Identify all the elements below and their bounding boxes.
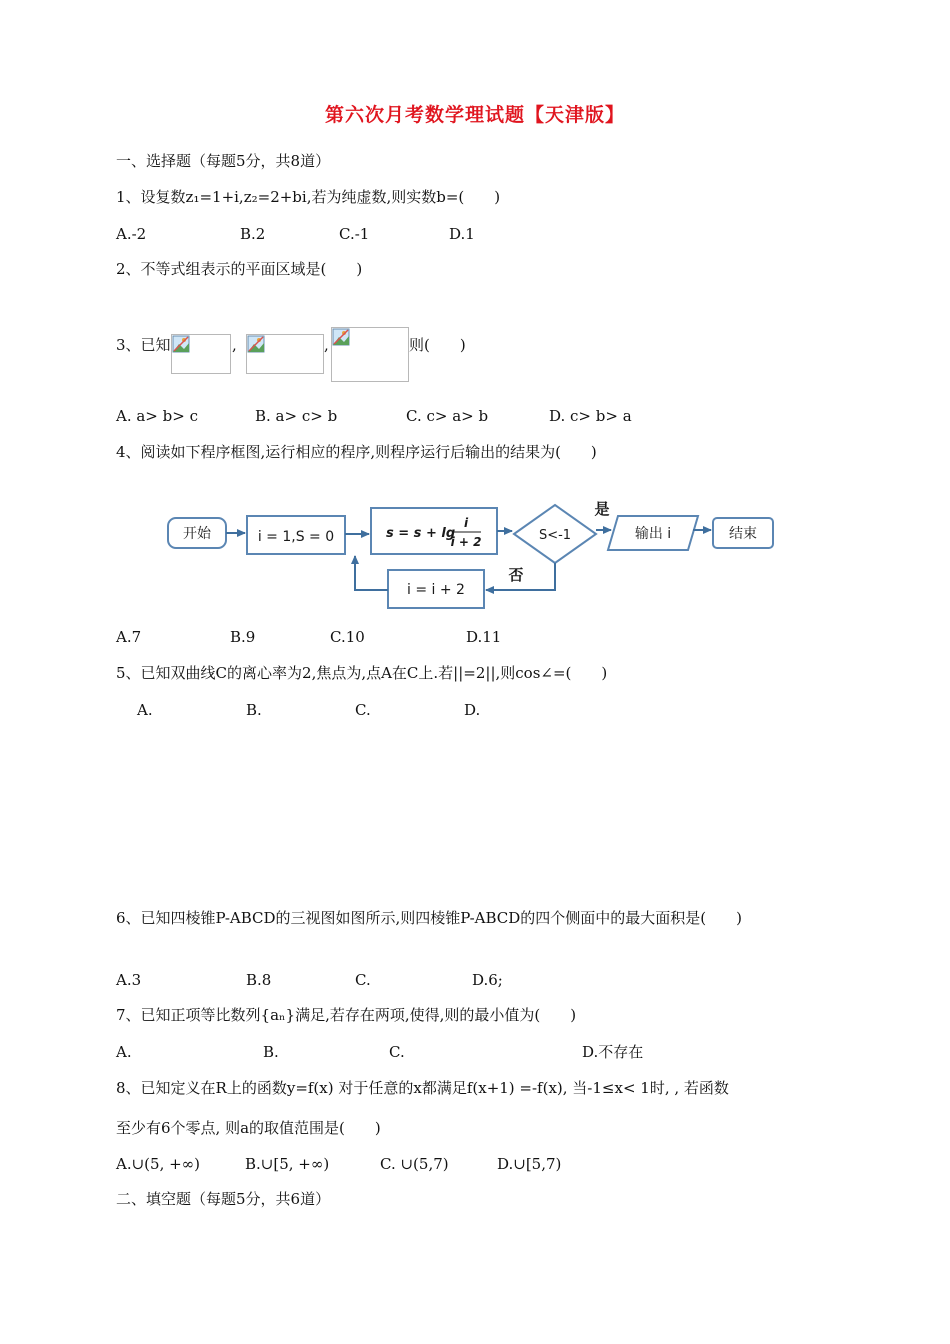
question-3-separator-2: , — [324, 336, 329, 354]
question-8-option-d: D.∪[5,7) — [497, 1155, 562, 1173]
question-7-option-d: D.不存在 — [582, 1043, 644, 1061]
question-3-separator-1: , — [232, 336, 237, 354]
question-8-option-c: C. ∪(5,7) — [380, 1155, 449, 1173]
question-3-prefix: 3、已知 — [116, 336, 171, 354]
question-3-option-a: A. a> b> c — [116, 407, 198, 425]
question-4-stem: 4、阅读如下程序框图,运行相应的程序,则程序运行后输出的结果为( ) — [116, 443, 597, 461]
broken-image-placeholder — [331, 327, 409, 382]
question-4-option-c: C.10 — [330, 628, 365, 646]
question-5-option-d: D. — [464, 701, 481, 719]
flow-init-label: i = 1,S = 0 — [257, 529, 335, 545]
flow-start-label: 开始 — [183, 526, 211, 542]
flow-fraction-denominator: i + 2 — [450, 535, 482, 549]
flow-condition-label: S<-1 — [538, 528, 572, 543]
question-6-option-a: A.3 — [116, 971, 142, 989]
question-1-option-d: D.1 — [449, 225, 475, 243]
broken-image-icon — [172, 335, 190, 353]
question-6-option-c: C. — [355, 971, 371, 989]
question-1-option-b: B.2 — [240, 225, 266, 243]
question-4-option-d: D.11 — [466, 628, 502, 646]
question-5-option-b: B. — [246, 701, 262, 719]
flow-assign-label: s = s + lg — [386, 526, 456, 541]
flow-fraction-numerator: i — [463, 516, 469, 530]
question-7-option-a: A. — [116, 1043, 132, 1061]
question-3-option-d: D. c> b> a — [549, 407, 632, 425]
flow-end-label: 结束 — [729, 526, 757, 542]
question-8-option-a: A.∪(5, +∞) — [116, 1155, 201, 1173]
flow-increment-label: i = i + 2 — [407, 582, 465, 598]
question-3-option-c: C. c> a> b — [406, 407, 489, 425]
broken-image-placeholder — [171, 334, 231, 374]
question-6-option-d: D.6; — [472, 971, 503, 989]
broken-image-placeholder — [246, 334, 324, 374]
question-3-suffix: 则( ) — [409, 336, 466, 354]
section-heading-fill-in: 二、填空题（每题5分，共6道） — [116, 1190, 331, 1208]
question-7-option-b: B. — [263, 1043, 279, 1061]
section-heading-choice: 一、选择题（每题5分，共8道） — [116, 152, 331, 170]
question-5-option-a: A. — [137, 701, 153, 719]
question-1-option-a: A.-2 — [116, 225, 147, 243]
broken-image-icon — [332, 328, 350, 346]
question-1-stem: 1、设复数z₁=1+i,z₂=2+bi,若为纯虚数,则实数b=( ) — [116, 188, 501, 206]
question-6-stem: 6、已知四棱锥P-ABCD的三视图如图所示,则四棱锥P-ABCD的四个侧面中的最大面积是( ) — [116, 909, 742, 927]
question-5-option-c: C. — [355, 701, 371, 719]
question-8-stem-line-2: 至少有6个零点, 则a的取值范围是( ) — [116, 1119, 381, 1137]
question-3-option-b: B. a> c> b — [255, 407, 338, 425]
question-1-option-c: C.-1 — [339, 225, 370, 243]
question-5-stem: 5、已知双曲线C的离心率为2,焦点为,点A在C上.若||=2||,则cos∠=( ) — [116, 664, 608, 682]
page-title: 第六次月考数学理试题【天津版】 — [324, 104, 625, 126]
flow-no-label: 否 — [508, 566, 524, 584]
question-4-option-a: A.7 — [116, 628, 142, 646]
broken-image-icon — [247, 335, 265, 353]
question-2-stem: 2、不等式组表示的平面区域是( ) — [116, 260, 363, 278]
flow-yes-label: 是 — [594, 500, 610, 518]
question-7-stem: 7、已知正项等比数列{aₙ}满足,若存在两项,使得,则的最小值为( ) — [116, 1006, 577, 1024]
question-6-option-b: B.8 — [246, 971, 272, 989]
question-8-stem-line-1: 8、已知定义在R上的函数y=f(x) 对于任意的x都满足f(x+1) =-f(x), 当-1≤x< 1时, , 若函数 — [116, 1079, 729, 1097]
question-8-option-b: B.∪[5, +∞) — [245, 1155, 330, 1173]
program-flowchart — [160, 494, 780, 616]
question-7-option-c: C. — [389, 1043, 405, 1061]
question-4-option-b: B.9 — [230, 628, 256, 646]
flow-output-label: 输出 i — [634, 526, 672, 542]
